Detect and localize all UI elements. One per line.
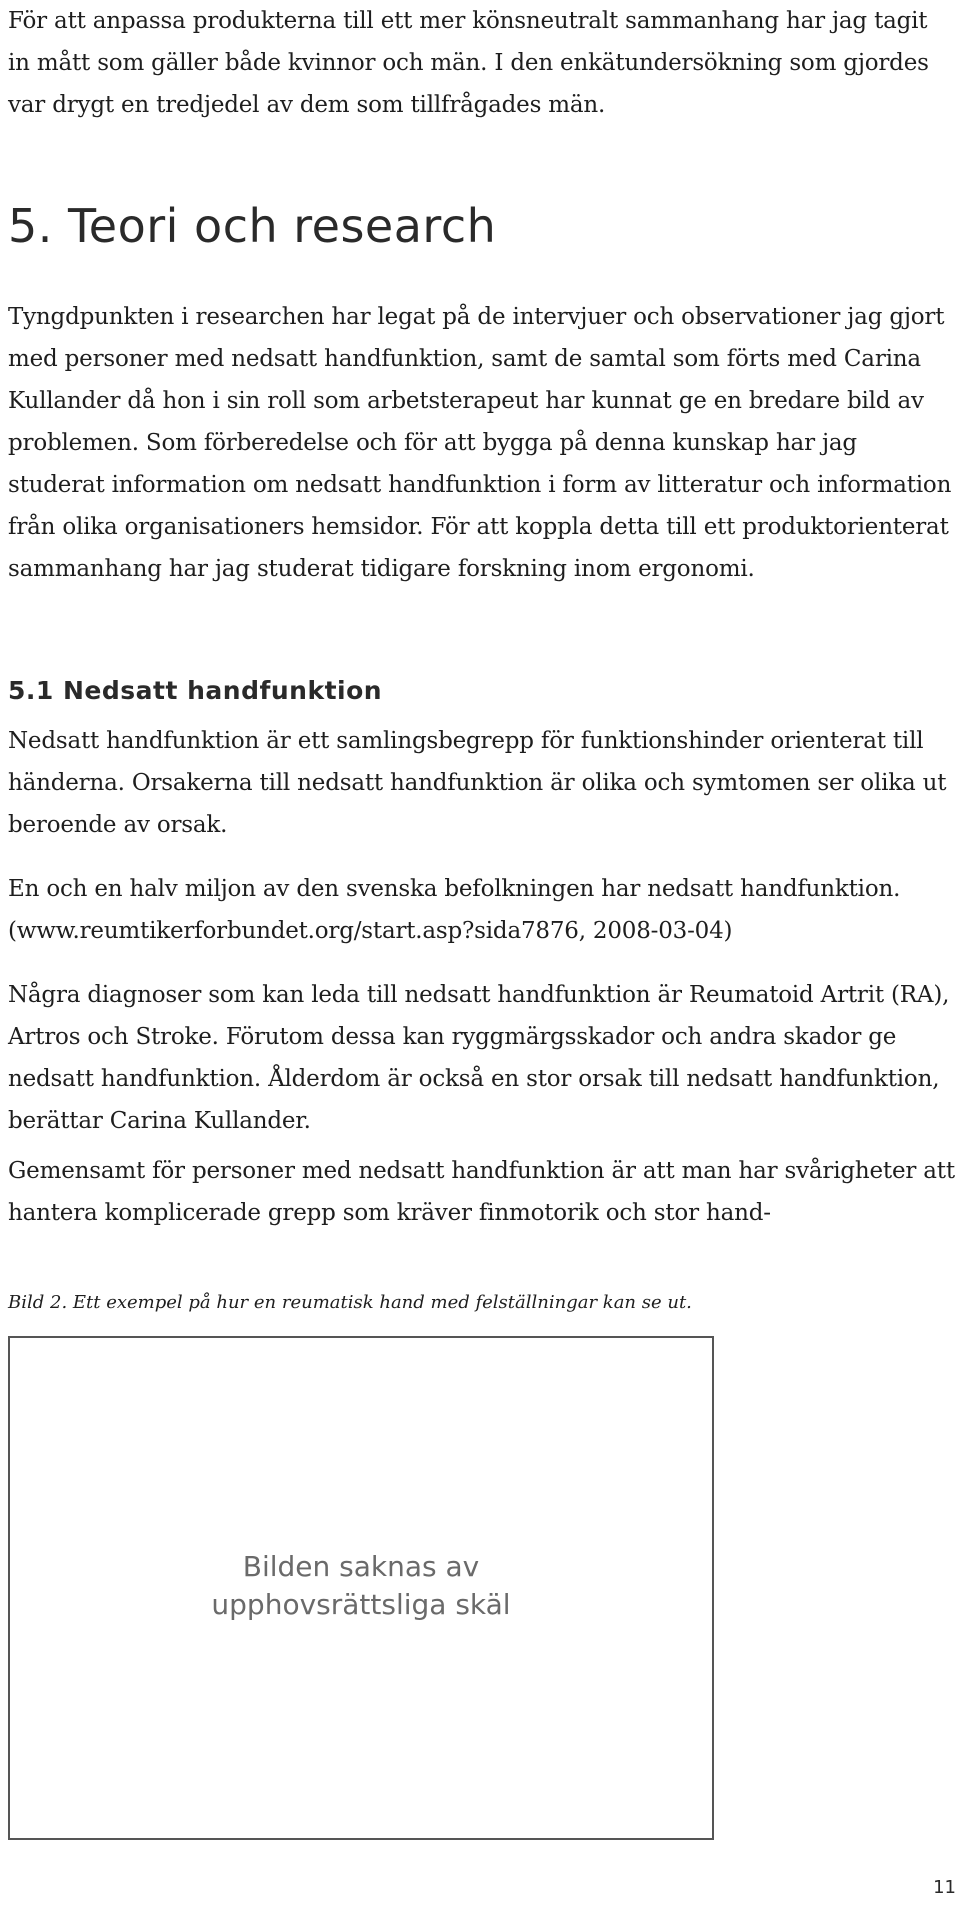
subsection-paragraph-diagnoses: Några diagnoser som kan leda till nedsatt handfunktion är Reumatoid Artrit (RA), Artros och Stroke. Förutom dessa kan ryggmärgsskador och andra skador ge nedsatt handfunktion. Ålderdom är också en stor orsak till nedsatt handfunktion, berättar Carina Kullander. (8, 982, 950, 1134)
section-heading-teori-och-research: 5. Teori och research (8, 199, 497, 253)
figure-caption: Bild 2. Ett exempel på hur en reumatisk hand med felställningar kan se ut. (8, 1292, 692, 1313)
missing-image-placeholder (8, 1336, 714, 1840)
subsection-paragraph-definition: Nedsatt handfunktion är ett samlingsbegrepp för funktionshinder orienterat till händerna. Orsakerna till nedsatt handfunktion är olika och symtomen ser olika ut beroende av orsak. (8, 728, 947, 838)
subsection-heading-nedsatt-handfunktion: 5.1 Nedsatt handfunktion (8, 676, 383, 705)
missing-image-notice: Bilden saknas av upphovsrättsliga skäl (211, 1550, 511, 1621)
page-number: 11 (933, 1877, 956, 1898)
section-5-paragraph: Tyngdpunkten i researchen har legat på de intervjuer och observationer jag gjort med personer med nedsatt handfunktion, samt de samtal som förts med Carina Kullander då hon i sin roll som arbetsterapeut har kunnat ge en bredare bild av problemen. Som förberedelse och för att bygga på denna kunskap har jag studerat information om nedsatt handfunktion i form av litteratur och information från olika organisationers hemsidor. För att koppla detta till ett produktorienterat sammanhang har jag studerat tidigare forskning inom ergonomi. (8, 304, 952, 582)
subsection-paragraph-common-traits: Gemensamt för personer med nedsatt handfunktion är att man har svårigheter att hantera komplicerade grepp som kräver finmotorik och stor hand- (8, 1158, 955, 1226)
subsection-paragraph-statistics: En och en halv miljon av den svenska befolkningen har nedsatt handfunktion. (www.reumtikerforbundet.org/start.asp?sida7876, 2008-03-04) (8, 876, 901, 944)
intro-paragraph: För att anpassa produkterna till ett mer könsneutralt sammanhang har jag tagit in mått som gäller både kvinnor och män. I den enkätundersökning som gjordes var drygt en tredjedel av dem som tillfrågades män. (8, 8, 929, 118)
